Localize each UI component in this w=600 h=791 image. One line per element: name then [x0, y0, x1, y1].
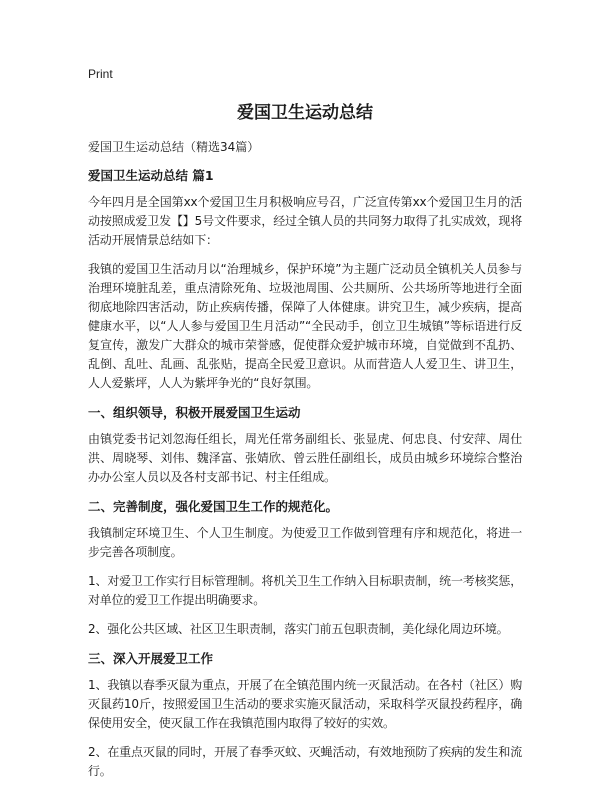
paragraph: 2、在重点灭鼠的同时，开展了春季灭蚊、灭蝇活动，有效地预防了疾病的发生和流行。 — [88, 745, 522, 778]
page-title: 爱国卫生运动总结 — [237, 103, 373, 123]
print-label[interactable]: Print — [88, 67, 113, 81]
paragraph: 我镇制定环境卫生、个人卫生制度。为使爱卫工作做到管理有序和规范化，将进一步完善各项制度。 — [88, 526, 522, 559]
document-page — [88, 66, 522, 791]
paragraph: 我镇的爱国卫生活动月以“治理城乡，保护环境”为主题广泛动员全镇机关人员参与治理环境脏乱差，重点清除死角、垃圾池周围、公共厕所、公共场所等地进行全面彻底地除四害活动，防止疾病传播，保障了人体健康。讲究卫生，减少疾病，提高健康水平，以“人人参与爱国卫生月活动”“全民动手，创立卫生城镇”等标语进行反复宣传，激发广大群众的城市荣誉感，促使群众爱护城市环境，自觉做到不乱扔、乱倒、乱吐、乱画、乱张贴，提高全民爱卫意识。从而营造人人爱卫生、讲卫生，人人爱紫坪，人人为紫坪争光的“良好氛围。 — [88, 262, 522, 390]
section-heading: 爱国卫生运动总结 篇1 — [88, 168, 214, 183]
section-heading: 三、深入开展爱卫工作 — [88, 651, 214, 666]
paragraph: 2、强化公共区域、社区卫生职责制，落实门前五包职责制，美化绿化周边环境。 — [88, 622, 509, 636]
section-heading: 二、完善制度，强化爱国卫生工作的规范化。 — [88, 499, 339, 514]
paragraph: 今年四月是全国第xx个爱国卫生月积极响应号召，广泛宣传第xx个爱国卫生月的活动按照成爱卫发【】5号文件要求，经过全镇人员的共同努力取得了扎实成效，现将活动开展情景总结如下： — [88, 195, 522, 247]
document-subtitle: 爱国卫生运动总结（精选34篇） — [88, 140, 260, 154]
paragraph: 1、对爱卫工作实行目标管理制。将机关卫生工作纳入目标职责制，统一考核奖惩，对单位的爱卫工作提出明确要求。 — [88, 574, 522, 607]
paragraph: 1、我镇以春季灭鼠为重点，开展了在全镇范围内统一灭鼠活动。在各村（社区）购灭鼠药10斤，按照爱国卫生活动的要求实施灭鼠活动，采取科学灭鼠投药程序，确保使用安全，使灭鼠工作在我镇范围内取得了较好的实效。 — [88, 678, 522, 730]
paragraph: 由镇党委书记刘忽海任组长，周光任常务副组长、张显虎、何忠良、付安萍、周仕洪、周晓琴、刘伟、魏泽富、张婧欣、曾云胜任副组长，成员由城乡环境综合整治办办公室人员以及各村支部书记、村主任组成。 — [88, 432, 522, 484]
section-heading: 一、组织领导，积极开展爱国卫生运动 — [88, 405, 301, 420]
